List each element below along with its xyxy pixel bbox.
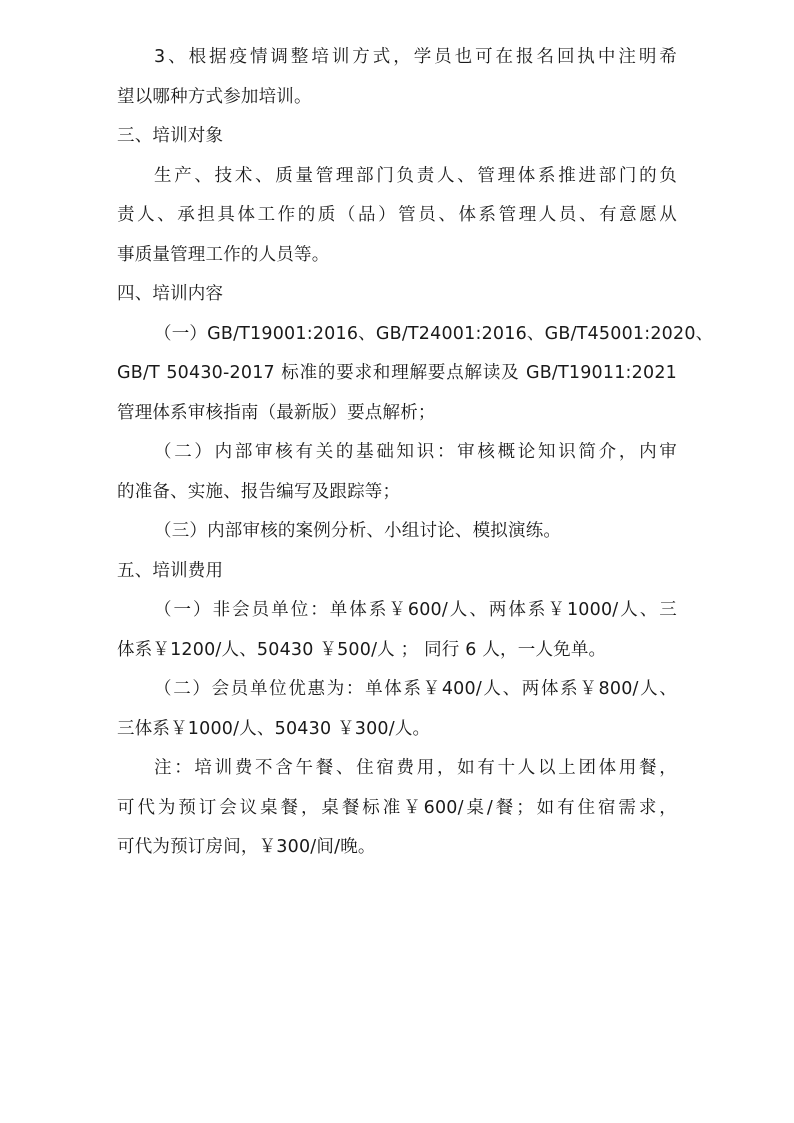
paragraph-line: 望以哪种方式参加培训。 — [117, 86, 312, 107]
paragraph-line: 体系￥1200/人、50430 ￥500/人 ； 同行 6 人，一人免单。 — [117, 639, 607, 660]
section-heading-training-content: 四、培训内容 — [117, 284, 224, 304]
paragraph-line: （二）内部审核有关的基础知识：审核概论知识简介，内审 — [154, 442, 677, 462]
paragraph-line: 生产、技术、质量管理部门负责人、管理体系推进部门的负 — [154, 165, 677, 186]
paragraph-line: 事质量管理工作的人员等。 — [117, 244, 330, 265]
paragraph-line: 注：培训费不含午餐、住宿费用，如有十人以上团体用餐， — [154, 758, 677, 778]
paragraph-line: 3、根据疫情调整培训方式，学员也可在报名回执中注明希 — [154, 47, 677, 67]
document-body — [117, 38, 714, 868]
paragraph-line: （二）会员单位优惠为：单体系￥400/人、两体系￥800/人、 — [154, 679, 677, 699]
paragraph-line: （一）非会员单位：单体系￥600/人、两体系￥1000/人、三 — [154, 600, 677, 620]
paragraph-line: （三）内部审核的案例分析、小组讨论、模拟演练。 — [154, 521, 562, 541]
paragraph-line: 管理体系审核指南（最新版）要点解析； — [117, 402, 436, 423]
paragraph-line: （一）GB/T19001:2016、GB/T24001:2016、GB/T45001:2020、 — [154, 323, 714, 344]
paragraph-line: 的准备、实施、报告编写及跟踪等； — [117, 481, 401, 502]
section-heading-training-target: 三、培训对象 — [117, 126, 224, 146]
paragraph-line: 可代为预订会议桌餐，桌餐标准￥600/桌/餐；如有住宿需求， — [117, 797, 677, 818]
paragraph-line: GB/T 50430-2017 标准的要求和理解要点解读及 GB/T19011:2021 — [117, 363, 677, 383]
paragraph-line: 责人、承担具体工作的质（品）管员、体系管理人员、有意愿从 — [117, 205, 677, 225]
paragraph-line: 可代为预订房间，￥300/间/晚。 — [117, 837, 376, 857]
paragraph-line: 三体系￥1000/人、50430 ￥300/人。 — [117, 718, 431, 739]
section-heading-training-fees: 五、培训费用 — [117, 560, 224, 581]
